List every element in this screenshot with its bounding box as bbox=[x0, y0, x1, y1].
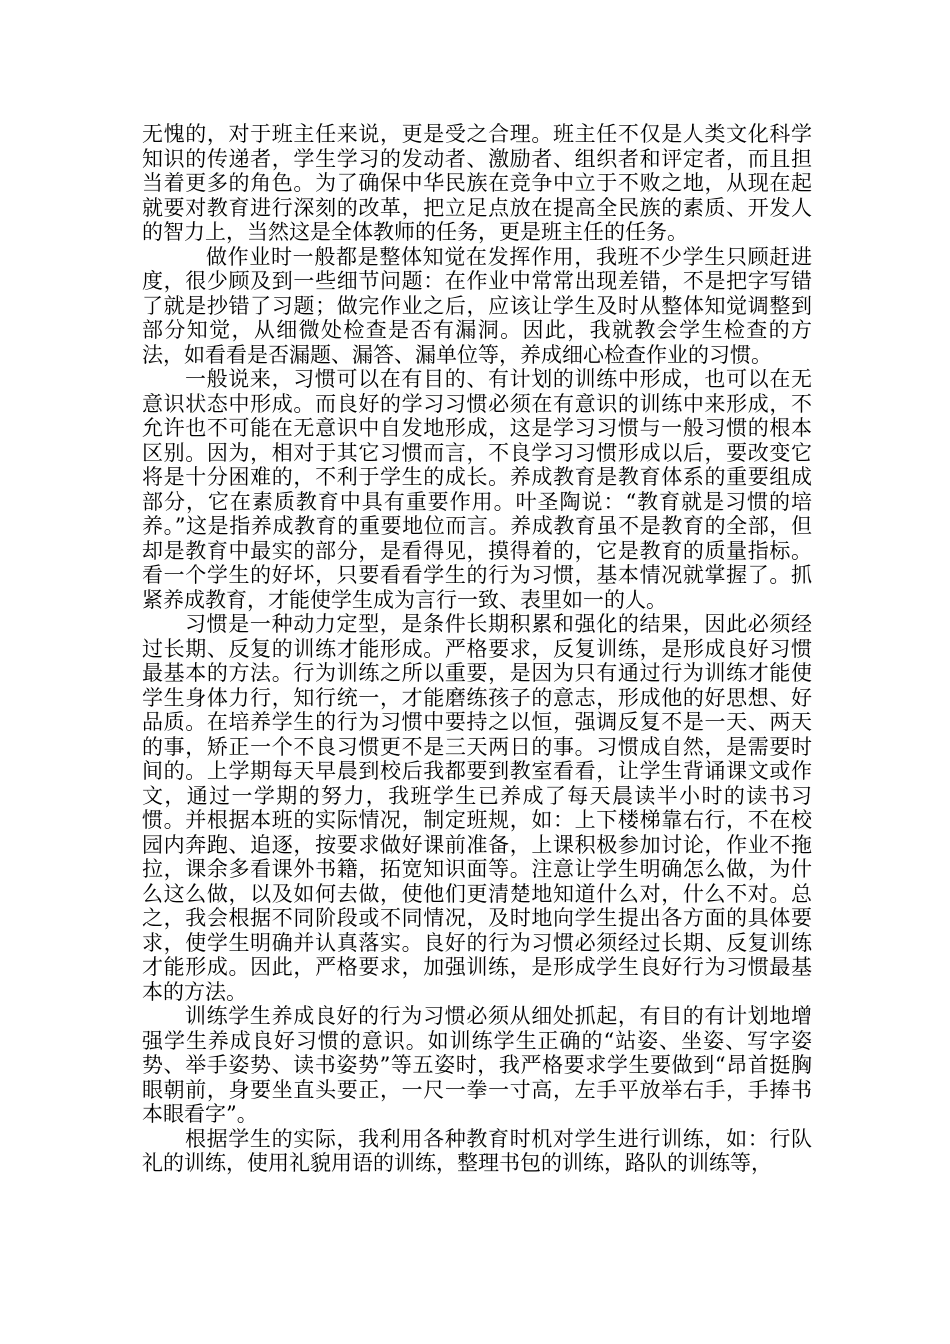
paragraph-posture-training: 训练学生养成良好的行为习惯必须从细处抓起，有目的有计划地增强学生养成良好习惯的意识。如训练学生正确的“站姿、坐姿、写字姿势、举手姿势、读书姿势”等五姿时，我严格要求学生要做到“昂首挺胸眼朝前，身要坐直头要正，一尺一拳一寸高，左手平放举右手，手捧书本眼看字”。 bbox=[142, 1004, 812, 1126]
paragraph-education-opportunities: 根据学生的实际，我利用各种教育时机对学生进行训练，如：行队礼的训练，使用礼貌用语的训练，整理书包的训练，路队的训练等， bbox=[142, 1126, 812, 1175]
paragraph-homework-checking: 做作业时一般都是整体知觉在发挥作用，我班不少学生只顾赶进度，很少顾及到一些细节问题：在作业中常常出现差错，不是把字写错了就是抄错了习题；做完作业之后，应该让学生及时从整体知觉调整到部分知觉，从细微处检查是否有漏洞。因此，我就教会学生检查的方法，如看看是否漏题、漏答、漏单位等，养成细心检查作业的习惯。 bbox=[142, 244, 812, 367]
paragraph-habit-formation: 一般说来，习惯可以在有目的、有计划的训练中形成，也可以在无意识状态中形成。而良好的学习习惯必须在有意识的训练中来形成，不允许也不可能在无意识中自发地形成，这是学习习惯与一般习惯的根本区别。因为，相对于其它习惯而言，不良学习习惯形成以后，要改变它将是十分困难的，不利于学生的成长。养成教育是教育体系的重要组成部分，它在素质教育中具有重要作用。叶圣陶说：“教育就是习惯的培养。”这是指养成教育的重要地位而言。养成教育虽不是教育的全部，但却是教育中最实的部分，是看得见，摸得着的，它是教育的质量指标。看一个学生的好坏，只要看看学生的行为习惯，基本情况就掌握了。抓紧养成教育，才能使学生成为言行一致、表里如一的人。 bbox=[142, 367, 812, 612]
document-page bbox=[142, 122, 812, 1176]
paragraph-continuation: 无愧的，对于班主任来说，更是受之合理。班主任不仅是人类文化科学知识的传递者，学生学习的发动者、激励者、组织者和评定者，而且担当着更多的角色。为了确保中华民族在竞争中立于不败之地，从现在起就要对教育进行深刻的改革，把立足点放在提高全民族的素质、开发人的智力上，当然这是全体教师的任务，更是班主任的任务。 bbox=[142, 122, 812, 244]
paragraph-habit-training: 习惯是一种动力定型，是条件长期积累和强化的结果，因此必须经过长期、反复的训练才能形成。严格要求，反复训练，是形成良好习惯最基本的方法。行为训练之所以重要，是因为只有通过行为训练才能使学生身体力行，知行统一，才能磨练孩子的意志，形成他的好思想、好品质。在培养学生的行为习惯中要持之以恒，强调反复不是一天、两天的事，矫正一个不良习惯更不是三天两日的事。习惯成自然，是需要时间的。上学期每天早晨到校后我都要到教室看看，让学生背诵课文或作文，通过一学期的努力，我班学生已养成了每天晨读半小时的读书习惯。并根据本班的实际情况，制定班规，如：上下楼梯靠右行，不在校园内奔跑、追逐，按要求做好课前准备，上课积极参加讨论，作业不拖拉，课余多看课外书籍，拓宽知识面等。注意让学生明确怎么做，为什么这么做，以及如何去做，使他们更清楚地知道什么对，什么不对。总之，我会根据不同阶段或不同情况，及时地向学生提出各方面的具体要求，使学生明确并认真落实。良好的行为习惯必须经过长期、反复训练才能形成。因此，严格要求，加强训练，是形成学生良好行为习惯最基本的方法。 bbox=[142, 612, 812, 1004]
